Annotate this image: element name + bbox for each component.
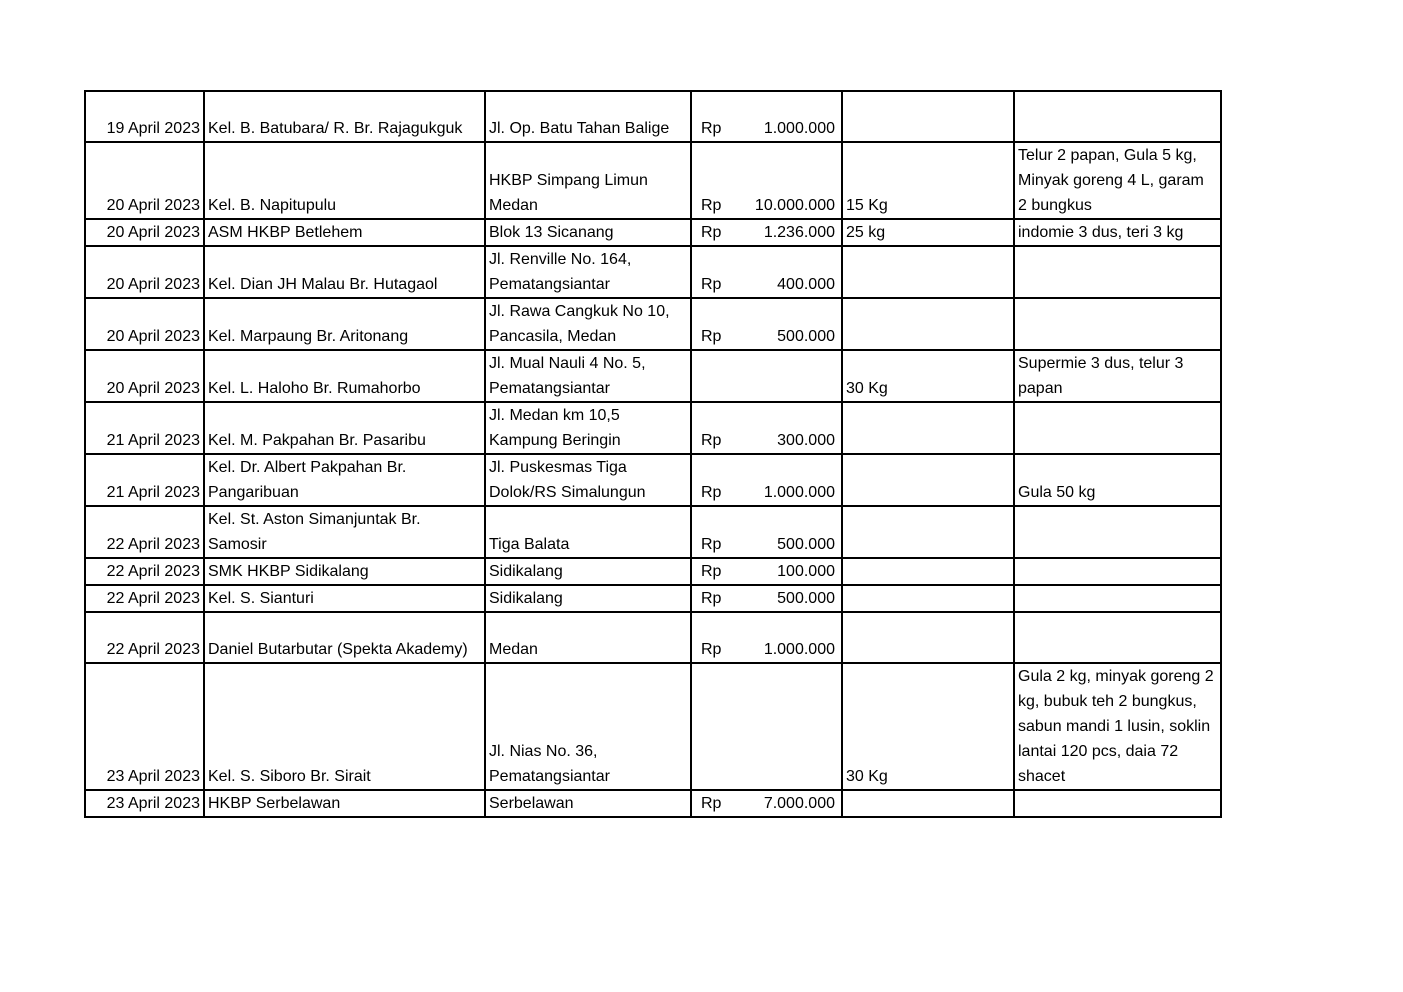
date-cell: 20 April 2023 xyxy=(85,142,204,219)
amount-cell xyxy=(691,91,842,142)
name-cell: Kel. B. Batubara/ R. Br. Rajagukguk xyxy=(204,91,485,142)
amount-value: 1.000.000 xyxy=(763,484,835,501)
note-cell: Gula 50 kg xyxy=(1014,454,1221,506)
name-cell: Kel. B. Napitupulu xyxy=(204,142,485,219)
name-cell: Kel. Marpaung Br. Aritonang xyxy=(204,298,485,350)
name-cell: Kel. M. Pakpahan Br. Pasaribu xyxy=(204,402,485,454)
address-cell: Jl. Puskesmas Tiga Dolok/RS Simalungun xyxy=(485,454,691,506)
table-body xyxy=(85,91,1221,817)
table-row xyxy=(85,454,1221,506)
currency-label: Rp xyxy=(701,120,722,137)
note-cell xyxy=(1014,612,1221,663)
name-cell: ASM HKBP Betlehem xyxy=(204,219,485,246)
amount-value: 7.000.000 xyxy=(763,795,835,812)
date-cell: 23 April 2023 xyxy=(85,790,204,817)
name-cell: Kel. L. Haloho Br. Rumahorbo xyxy=(204,350,485,402)
quantity-cell xyxy=(842,454,1014,506)
amount-cell xyxy=(691,298,842,350)
name-cell: Daniel Butarbutar (Spekta Akademy) xyxy=(204,612,485,663)
quantity-cell: 15 Kg xyxy=(842,142,1014,219)
table-row xyxy=(85,298,1221,350)
note-cell xyxy=(1014,402,1221,454)
quantity-cell: 30 Kg xyxy=(842,350,1014,402)
address-cell: Sidikalang xyxy=(485,585,691,612)
date-cell: 22 April 2023 xyxy=(85,612,204,663)
amount-cell xyxy=(691,454,842,506)
quantity-cell xyxy=(842,585,1014,612)
currency-label: Rp xyxy=(701,276,722,293)
quantity-cell xyxy=(842,91,1014,142)
table-row xyxy=(85,790,1221,817)
address-cell: Jl. Medan km 10,5 Kampung Beringin xyxy=(485,402,691,454)
note-cell: Supermie 3 dus, telur 3 papan xyxy=(1014,350,1221,402)
table-row xyxy=(85,402,1221,454)
amount-value: 500.000 xyxy=(777,536,835,553)
currency-label: Rp xyxy=(701,795,722,812)
date-cell: 19 April 2023 xyxy=(85,91,204,142)
address-cell: Jl. Op. Batu Tahan Balige xyxy=(485,91,691,142)
name-cell: HKBP Serbelawan xyxy=(204,790,485,817)
table-row xyxy=(85,506,1221,558)
amount-cell xyxy=(691,246,842,298)
date-cell: 22 April 2023 xyxy=(85,506,204,558)
amount-value: 400.000 xyxy=(777,276,835,293)
amount-value: 500.000 xyxy=(777,328,835,345)
table-row xyxy=(85,246,1221,298)
address-cell: Jl. Nias No. 36, Pematangsiantar xyxy=(485,663,691,790)
amount-cell xyxy=(691,506,842,558)
quantity-cell xyxy=(842,558,1014,585)
address-cell: Jl. Mual Nauli 4 No. 5, Pematangsiantar xyxy=(485,350,691,402)
date-cell: 21 April 2023 xyxy=(85,454,204,506)
table-row xyxy=(85,91,1221,142)
date-cell: 20 April 2023 xyxy=(85,350,204,402)
date-cell: 22 April 2023 xyxy=(85,558,204,585)
note-cell xyxy=(1014,790,1221,817)
address-cell: Jl. Renville No. 164, Pematangsiantar xyxy=(485,246,691,298)
note-cell xyxy=(1014,91,1221,142)
name-cell: Kel. Dian JH Malau Br. Hutagaol xyxy=(204,246,485,298)
currency-label: Rp xyxy=(701,432,722,449)
currency-label: Rp xyxy=(701,224,722,241)
amount-cell xyxy=(691,350,842,402)
quantity-cell xyxy=(842,612,1014,663)
name-cell: Kel. S. Sianturi xyxy=(204,585,485,612)
table-row xyxy=(85,219,1221,246)
quantity-cell xyxy=(842,246,1014,298)
amount-value: 10.000.000 xyxy=(754,197,835,214)
amount-value: 1.000.000 xyxy=(763,120,835,137)
note-cell xyxy=(1014,506,1221,558)
date-cell: 20 April 2023 xyxy=(85,219,204,246)
amount-cell xyxy=(691,219,842,246)
note-cell xyxy=(1014,246,1221,298)
table-row xyxy=(85,350,1221,402)
date-cell: 21 April 2023 xyxy=(85,402,204,454)
address-cell: Serbelawan xyxy=(485,790,691,817)
note-cell: Gula 2 kg, minyak goreng 2 kg, bubuk teh 2 bungkus, sabun mandi 1 lusin, soklin lantai 120 pcs, daia 72 shacet xyxy=(1014,663,1221,790)
currency-label: Rp xyxy=(701,641,722,658)
amount-value: 1.236.000 xyxy=(763,224,835,241)
quantity-cell: 25 kg xyxy=(842,219,1014,246)
amount-cell xyxy=(691,402,842,454)
amount-value: 1.000.000 xyxy=(763,641,835,658)
name-cell: SMK HKBP Sidikalang xyxy=(204,558,485,585)
date-cell: 20 April 2023 xyxy=(85,298,204,350)
currency-label: Rp xyxy=(701,536,722,553)
currency-label: Rp xyxy=(701,328,722,345)
note-cell: Telur 2 papan, Gula 5 kg, Minyak goreng 4 L, garam 2 bungkus xyxy=(1014,142,1221,219)
currency-label: Rp xyxy=(701,484,722,501)
quantity-cell xyxy=(842,402,1014,454)
table-row xyxy=(85,663,1221,790)
amount-cell xyxy=(691,790,842,817)
address-cell: Jl. Rawa Cangkuk No 10, Pancasila, Medan xyxy=(485,298,691,350)
address-cell: HKBP Simpang Limun Medan xyxy=(485,142,691,219)
name-cell: Kel. S. Siboro Br. Sirait xyxy=(204,663,485,790)
amount-value: 500.000 xyxy=(777,590,835,607)
quantity-cell xyxy=(842,506,1014,558)
amount-cell xyxy=(691,558,842,585)
amount-cell xyxy=(691,585,842,612)
date-cell: 20 April 2023 xyxy=(85,246,204,298)
address-cell: Blok 13 Sicanang xyxy=(485,219,691,246)
donation-table xyxy=(84,90,1222,818)
table-row xyxy=(85,612,1221,663)
name-cell: Kel. St. Aston Simanjuntak Br. Samosir xyxy=(204,506,485,558)
note-cell xyxy=(1014,585,1221,612)
amount-value: 300.000 xyxy=(777,432,835,449)
note-cell xyxy=(1014,558,1221,585)
date-cell: 22 April 2023 xyxy=(85,585,204,612)
note-cell xyxy=(1014,298,1221,350)
amount-cell xyxy=(691,142,842,219)
name-cell: Kel. Dr. Albert Pakpahan Br. Pangaribuan xyxy=(204,454,485,506)
address-cell: Medan xyxy=(485,612,691,663)
amount-cell xyxy=(691,612,842,663)
currency-label: Rp xyxy=(701,563,722,580)
currency-label: Rp xyxy=(701,197,722,214)
date-cell: 23 April 2023 xyxy=(85,663,204,790)
address-cell: Tiga Balata xyxy=(485,506,691,558)
quantity-cell xyxy=(842,790,1014,817)
quantity-cell xyxy=(842,298,1014,350)
note-cell: indomie 3 dus, teri 3 kg xyxy=(1014,219,1221,246)
table-row xyxy=(85,558,1221,585)
amount-cell xyxy=(691,663,842,790)
currency-label: Rp xyxy=(701,590,722,607)
quantity-cell: 30 Kg xyxy=(842,663,1014,790)
amount-value: 100.000 xyxy=(777,563,835,580)
address-cell: Sidikalang xyxy=(485,558,691,585)
table-row xyxy=(85,142,1221,219)
table-row xyxy=(85,585,1221,612)
